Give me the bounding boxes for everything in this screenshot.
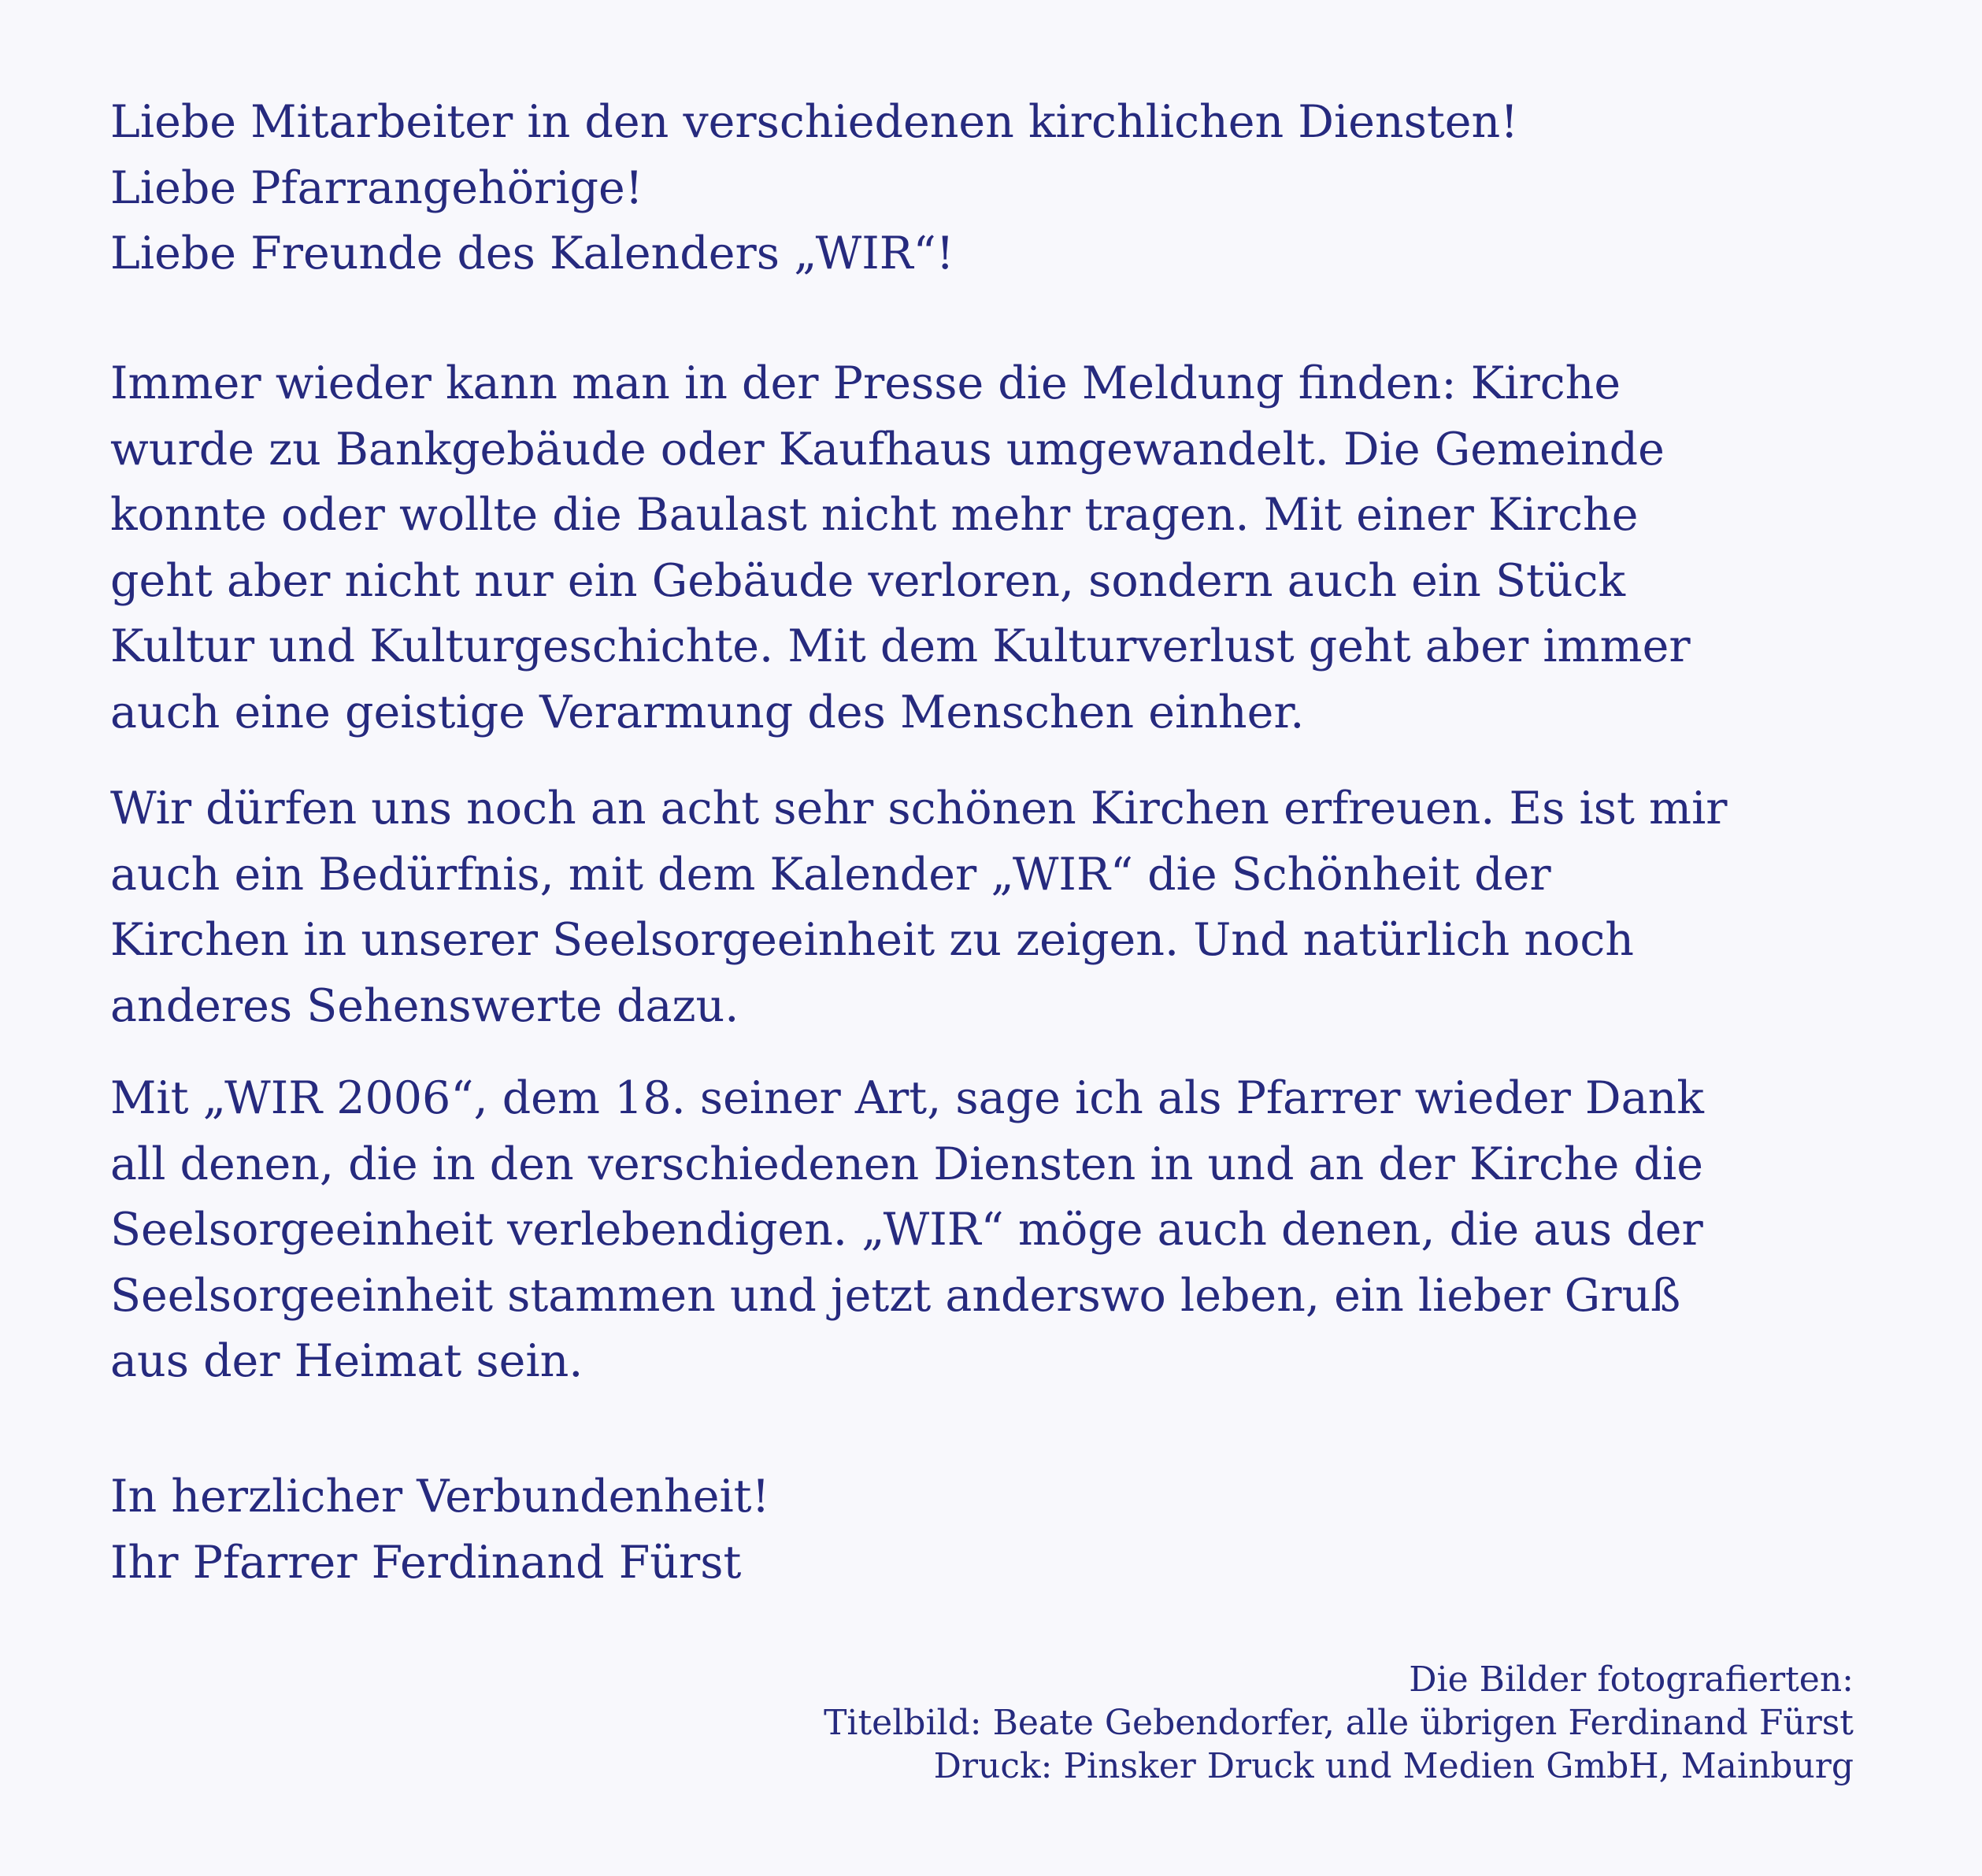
paragraph-thanks bbox=[110, 1066, 1704, 1395]
paragraph-line: Immer wieder kann man in der Presse die Meldung finden: Kirche bbox=[110, 357, 1621, 409]
salutation-line: Liebe Mitarbeiter in den verschiedenen kirchlichen Diensten! bbox=[110, 96, 1519, 148]
paragraph-line: Wir dürfen uns noch an acht sehr schönen Kirchen erfreuen. Es ist mir bbox=[110, 783, 1728, 834]
paragraph-line: konnte oder wollte die Baulast nicht mehr tragen. Mit einer Kirche bbox=[110, 489, 1639, 542]
paragraph-line: geht aber nicht nur ein Gebäude verloren, sondern auch ein Stück bbox=[110, 554, 1626, 607]
paragraph-line: all denen, die in den verschiedenen Diensten in und an der Kirche die bbox=[110, 1138, 1703, 1190]
paragraph-line: Kultur und Kulturgeschichte. Mit dem Kulturverlust geht aber immer bbox=[110, 620, 1691, 673]
paragraph-line: wurde zu Bankgebäude oder Kaufhaus umgewandelt. Die Gemeinde bbox=[110, 423, 1665, 475]
paragraph-line: Mit „WIR 2006“, dem 18. seiner Art, sage ich als Pfarrer wieder Dank bbox=[110, 1072, 1704, 1124]
paragraph-line: Seelsorgeeinheit verlebendigen. „WIR“ möge auch denen, die aus der bbox=[110, 1204, 1703, 1256]
paragraph-churches bbox=[110, 776, 1728, 1039]
salutation-line: Liebe Pfarrangehörige! bbox=[110, 161, 643, 214]
closing-line: In herzlicher Verbundenheit! bbox=[110, 1471, 770, 1523]
paragraph-line: aus der Heimat sein. bbox=[110, 1335, 583, 1388]
paragraph-line: auch eine geistige Verarmung des Menschen einher. bbox=[110, 686, 1305, 738]
credits-line: Titelbild: Beate Gebendorfer, alle übrigen Ferdinand Fürst bbox=[824, 1703, 1854, 1743]
paragraph-line: anderes Sehenswerte dazu. bbox=[110, 979, 739, 1032]
credits-block bbox=[824, 1658, 1854, 1788]
signature-line: Ihr Pfarrer Ferdinand Fürst bbox=[110, 1536, 742, 1589]
paragraph-line: auch ein Bedürfnis, mit dem Kalender „WIR“ die Schönheit der bbox=[110, 848, 1551, 901]
credits-line: Druck: Pinsker Druck und Medien GmbH, Mainburg bbox=[933, 1746, 1854, 1786]
salutation-block bbox=[110, 90, 1518, 287]
paragraph-church-loss bbox=[110, 351, 1691, 746]
paragraph-line: Kirchen in unserer Seelsorgeeinheit zu zeigen. Und natürlich noch bbox=[110, 914, 1635, 967]
credits-line: Die Bilder fotografierten: bbox=[1409, 1660, 1854, 1700]
salutation-line: Liebe Freunde des Kalenders „WIR“! bbox=[110, 228, 954, 280]
paragraph-line: Seelsorgeeinheit stammen und jetzt anderswo leben, ein lieber Gruß bbox=[110, 1269, 1681, 1322]
closing-block bbox=[110, 1464, 770, 1596]
